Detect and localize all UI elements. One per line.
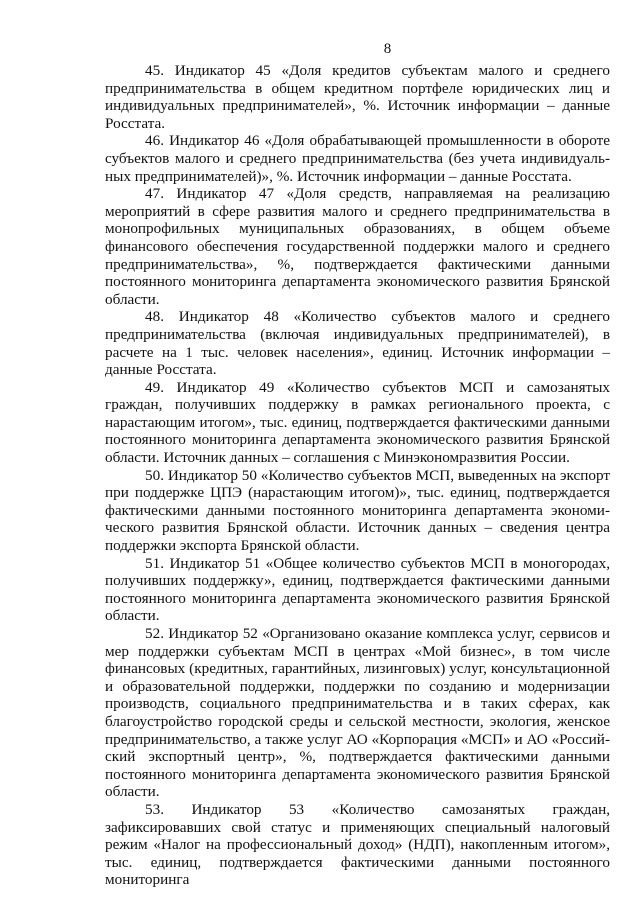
paragraph-indicator-52: 52. Индикатор 52 «Организовано оказание комплекса услуг, сервисов и мер поддержки субъектам МСП в центрах «Мой бизнес», в том числе финансовых (кредитных, гарантийных, лизинговых) услуг, консультационной и образовательной поддержки, поддержки по созданию и модернизации производств, социального предпринимательства и в таких сферах, как благоустройство городской среды и сельской местности, экология, женское предпринимательство, а также услуг АО «Корпорация «МСП» и АО «Российский экспортный центр», %, подтверждается фактическими данными постоянного мониторинга департамента экономического развития Брянской области. [105,625,610,801]
paragraph-indicator-49: 49. Индикатор 49 «Количество субъектов МСП и самозанятых граждан, получивших поддержку в рамках регионального проекта, с нарастающим итогом», тыс. единиц, подтверждается фактическими данными постоянного мониторинга департамента экономического развития Брянской области. Источник данных – соглашения с Минэкономразвития России. [105,378,610,467]
paragraph-indicator-53: 53. Индикатор 53 «Количество самозанятых граждан, зафиксировавших свой статус и применяющих специальный налоговый режим «Налог на профессиональный доход» (НДП), накопленным итогом», тыс. единиц, подтверждается фактическими данными постоянного мониторинга [105,800,610,889]
paragraph-indicator-51: 51. Индикатор 51 «Общее количество субъектов МСП в моногородах, получивших поддержку», единиц, подтверждается фактическими данными постоянного мониторинга департамента экономического развития Брянской области. [105,554,610,625]
page-number: 8 [383,41,392,57]
paragraph-indicator-50: 50. Индикатор 50 «Количество субъектов МСП, выведенных на экспорт при поддержке ЦПЭ (нарастающим итогом)», тыс. единиц, подтверждается фактическими данными постоянного мониторинга департамента экономического развития Брянской области. Источник данных – сведения центра поддержки экспорта Брянской области. [105,466,610,555]
paragraph-indicator-48: 48. Индикатор 48 «Количество субъектов малого и среднего предпринимательства (включая индивидуальных предпринимателей), в расчете на 1 тыс. человек населения», единиц. Источник информации – данные Росстата. [105,308,610,379]
paragraph-indicator-45: 45. Индикатор 45 «Доля кредитов субъектам малого и среднего предпринимательства в общем кредитном портфеле юридических лиц и индивидуальных предпринимателей», %. Источник информации – данные Росстата. [105,62,610,132]
paragraph-indicator-46: 46. Индикатор 46 «Доля обрабатывающей промышленности в обороте субъектов малого и среднего предпринимательства (без учета индивидуальных предпринимателей)», %. Источник информации – данные Росстата. [105,132,610,185]
paragraph-indicator-47: 47. Индикатор 47 «Доля средств, направляемая на реализацию мероприятий в сфере развития малого и среднего предпринимательства в монопрофильных муниципальных образованиях, в общем объеме финансового обеспечения государственной поддержки малого и среднего предпринимательства», %, подтверждается фактическими данными постоянного мониторинга департамента экономического развития Брянской области. [105,185,610,308]
